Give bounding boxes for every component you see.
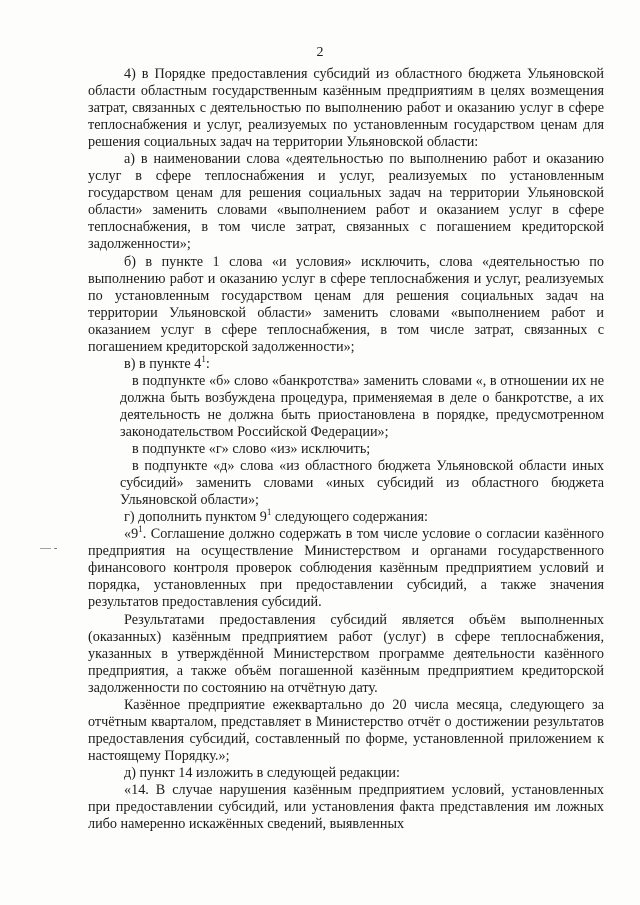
paragraph-report: Казённое предприятие ежеквартально до 20 числа месяца, следующего за отчётным кварталом, представляет в Министерство отчёт о достижении результатов предоставления субсидий, составленный по форме, установленной приложением к настоящему Порядку.»;: [88, 696, 604, 764]
paragraph-a: а) в наименовании слова «деятельностью по выполнению работ и оказанию услуг в сфере теплоснабжения и услуг, реализуемых по установленным государством ценам для решения социальных задач на территории Ульяновской области» заменить словами «выполнением работ и оказанием услуг в сфере теплоснабжения, в том числе затрат, связанных с погашением кредиторской задолженности»;: [88, 151, 604, 253]
subparagraph-d: в подпункте «д» слова «из областного бюджета Ульяновской области иных субсидий» заменить словами «иных субсидий из областного бюджета Ульяновской области»;: [120, 458, 604, 509]
paragraph-g-tail: следующего содержания:: [271, 509, 428, 526]
dot: .: [142, 526, 151, 543]
paragraph-9-1: [88, 526, 604, 611]
paragraph-item-4: 4) в Порядке предоставления субсидий из областного бюджета Ульяновской области областным государственным казённым предприятиям в целях возмещения затрат, связанных с деятельностью по выполнению работ и оказанию услуг в сфере теплоснабжения и услуг, реализуемых по установленным государством ценам для решения социальных задач на территории Ульяновской области:: [88, 66, 604, 151]
paragraph-14: «14. В случае нарушения казённым предприятием условий, установленных при предоставлении субсидий, или установления факта представления им ложных либо намеренно искажённых сведений, выявленных: [88, 781, 604, 833]
paragraph-results: Результатами предоставления субсидий является объём выполненных (оказанных) казённым предприятием работ (услуг) в сфере теплоснабжения, указанных в утверждённой Министерством программе деятельности казённого предприятия, а также объём погашенной казённым предприятием кредиторской задолженности по состоянию на отчётную дату.: [88, 611, 604, 696]
document-body: [88, 66, 604, 833]
paragraph-d: д) пункт 14 изложить в следующей редакции:: [124, 764, 400, 781]
superscript: 1: [138, 524, 143, 535]
paragraph-v-text: в) в пункте 4: [124, 355, 202, 372]
paragraph-g-text: г) дополнить пунктом 9: [124, 509, 267, 526]
paragraph-9-1-text: Соглашение должно содержать в том числе условие о согласии казённого предприятия на осуществление Министерством и органами государственного финансового контроля проверок соблюдения казённым предприятием условий и порядка, установленных при предоставлении субсидий, а также значения результатов предоставления субсидий.: [88, 526, 604, 611]
subparagraph-b: в подпункте «б» слово «банкротства» заменить словами «, в отношении их не должна быть возбуждена процедура, применяемая в деле о банкротстве, а их деятельность не должна быть приостановлена в порядке, предусмотренном законодательством Российской Федерации»;: [120, 372, 604, 440]
paragraph-g: [88, 509, 604, 526]
paragraph-v: [88, 353, 604, 373]
superscript: 1: [201, 353, 206, 364]
page-number: 2: [316, 45, 324, 60]
margin-mark: — -: [40, 542, 58, 554]
paragraph-b: б) в пункте 1 слова «и условия» исключить, слова «деятельностью по выполнению работ и оказанию услуг в сфере теплоснабжения и услуг, реализуемых по установленным государством ценам для решения социальных задач на территории Ульяновской области» заменить словами «выполнением работ и оказанием услуг в сфере теплоснабжения, в том числе затрат, связанных с погашением кредиторской задолженности»;: [88, 253, 604, 355]
superscript: 1: [266, 507, 272, 518]
subparagraph-g: в подпункте «г» слово «из» исключить;: [132, 441, 371, 458]
colon: :: [205, 355, 210, 372]
quote-open: «9: [124, 526, 139, 543]
